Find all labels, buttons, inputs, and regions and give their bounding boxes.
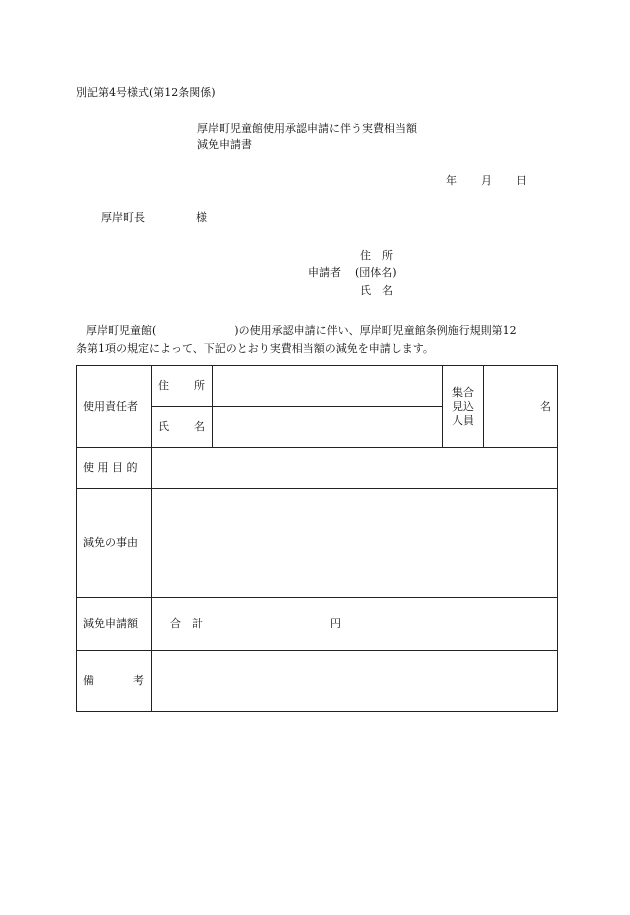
total-label: 合 計 xyxy=(170,617,203,630)
form-reference: 別記第4号様式(第12条関係) xyxy=(76,86,216,99)
form-title-line2: 減免申請書 xyxy=(197,138,252,151)
purpose-label: 使 用 目 的 xyxy=(77,448,152,489)
applicant-name-label: 氏 名 xyxy=(360,284,393,297)
applicant-label: 申請者 xyxy=(308,266,341,279)
people-unit: 名 xyxy=(540,399,551,413)
applicant-address-label: 住 所 xyxy=(360,249,393,262)
address-char-1: 住 xyxy=(158,379,169,392)
name-char-2: 名 xyxy=(194,420,205,433)
addressee-honorific: 様 xyxy=(196,211,207,224)
responsible-person-label: 使用責任者 xyxy=(77,366,152,448)
date-year-label: 年 xyxy=(446,174,457,187)
name-label-cell xyxy=(152,407,213,448)
form-title-line1: 厚岸町児童館使用承認申請に伴う実費相当額 xyxy=(197,122,417,135)
attendance-label-2: 見込 xyxy=(452,399,474,413)
statement-facility: 厚岸町児童館( xyxy=(86,324,157,337)
attendance-label-1: 集合 xyxy=(452,385,474,399)
amount-input-cell[interactable] xyxy=(152,598,558,651)
attendance-label-cell xyxy=(443,366,484,448)
address-input-cell[interactable] xyxy=(213,366,443,407)
address-char-2: 所 xyxy=(194,379,205,392)
remarks-input-cell[interactable] xyxy=(152,651,558,712)
reason-input-cell[interactable] xyxy=(152,489,558,598)
date-day-label: 日 xyxy=(516,174,527,187)
purpose-input-cell[interactable] xyxy=(152,448,558,489)
yen-unit: 円 xyxy=(330,617,341,630)
statement-line-1-rest: )の使用承認申請に伴い、厚岸町児童館条例施行規則第12 xyxy=(234,324,517,337)
reason-label: 減免の事由 xyxy=(77,489,152,598)
attendance-count-cell[interactable] xyxy=(484,366,558,448)
address-label-cell xyxy=(152,366,213,407)
remarks-char-1: 備 xyxy=(83,674,94,687)
statement-line-2: 条第1項の規定によって、下記のとおり実費相当額の減免を申請します。 xyxy=(76,342,434,355)
amount-label: 減免申請額 xyxy=(77,598,152,651)
statement-line-1 xyxy=(76,322,557,340)
name-char-1: 氏 xyxy=(158,420,169,433)
date-month-label: 月 xyxy=(481,174,492,187)
remarks-label xyxy=(77,651,152,712)
application-statement xyxy=(76,322,557,358)
name-input-cell[interactable] xyxy=(213,407,443,448)
application-table xyxy=(76,365,558,712)
remarks-char-2: 考 xyxy=(133,674,144,687)
addressee-name: 厚岸町長 xyxy=(101,211,145,224)
attendance-label-3: 人員 xyxy=(452,413,474,427)
applicant-group-label: (団体名) xyxy=(355,266,397,279)
